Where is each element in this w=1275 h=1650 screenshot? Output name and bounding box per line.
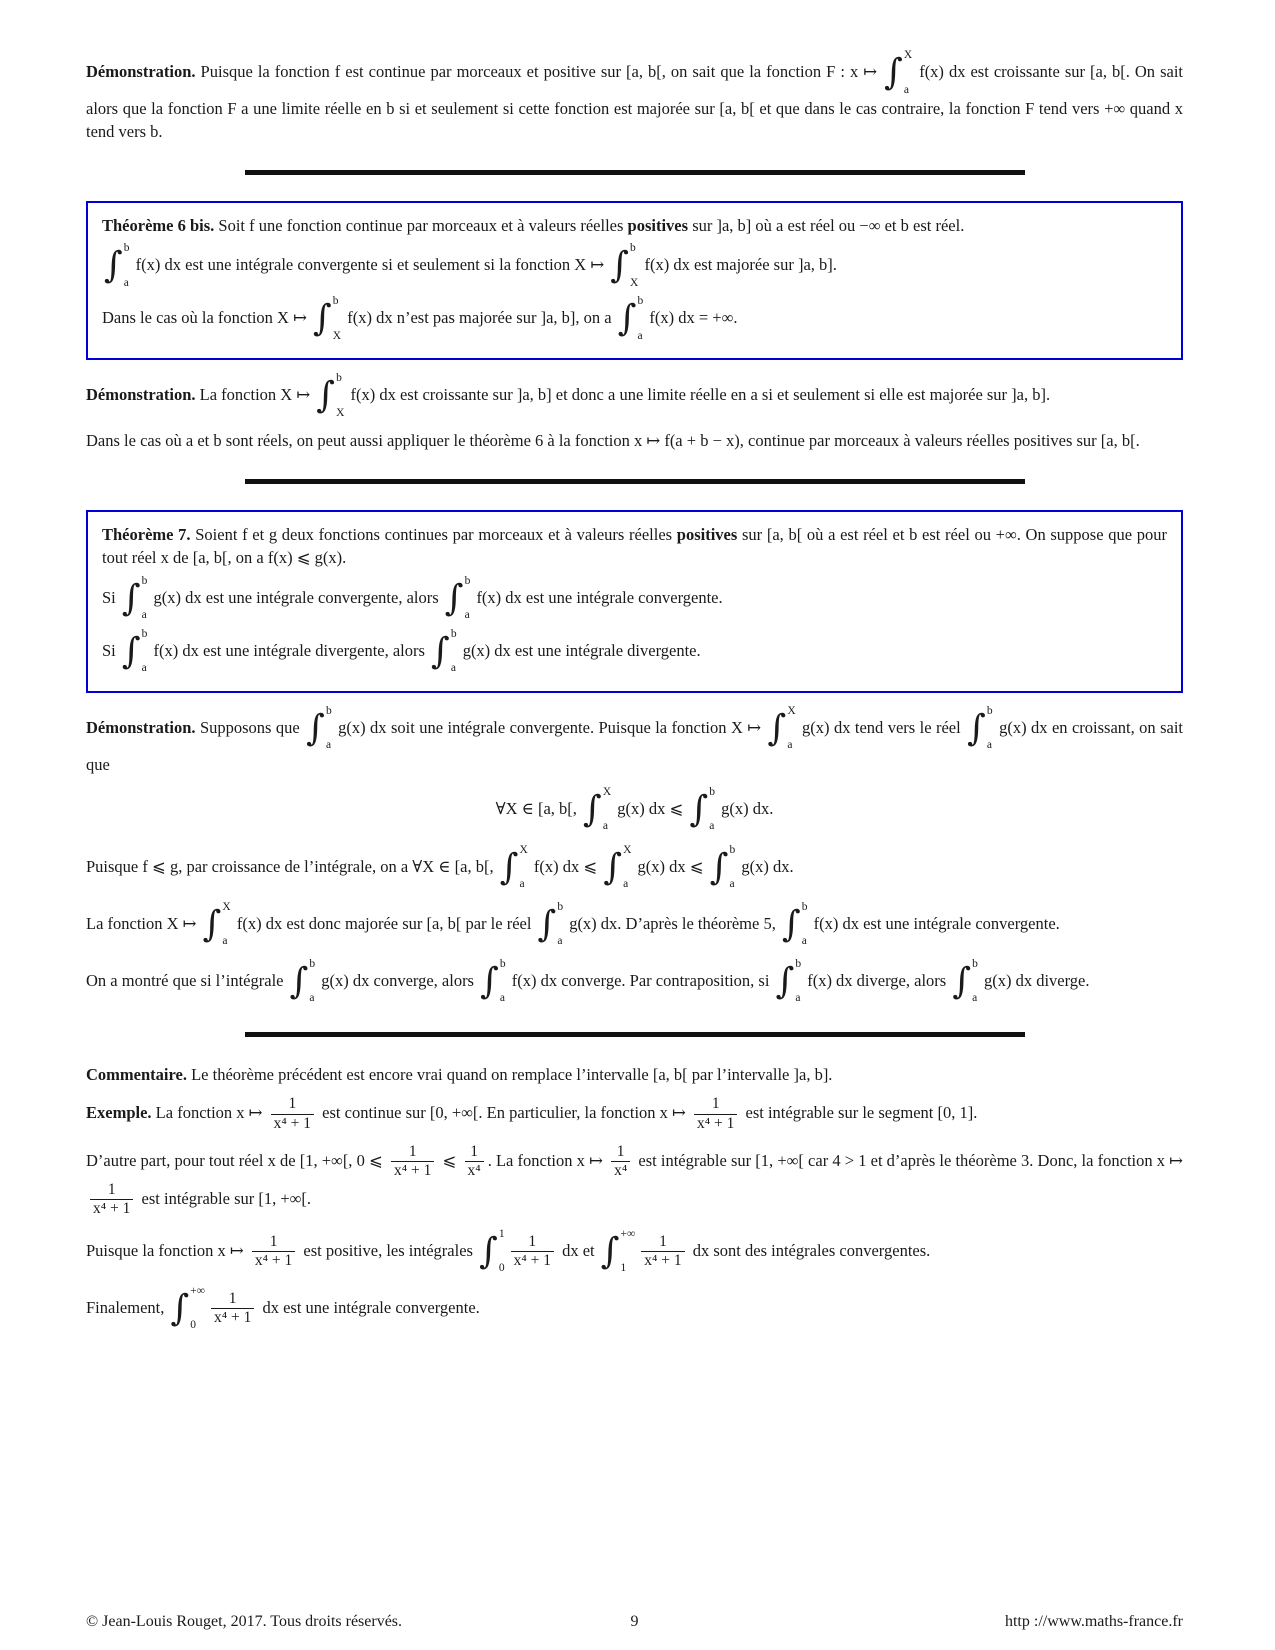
text-run: Le théorème précédent est encore vrai quand on remplace l’intervalle [a, b[ par l’intervalle ]a, b]. <box>186 1064 833 1084</box>
integral-limits <box>730 844 736 892</box>
footer-copyright: © Jean-Louis Rouget, 2017. Tous droits réservés. <box>86 1613 403 1631</box>
integral-limits <box>802 901 808 949</box>
paragraph-4 <box>86 429 1183 452</box>
integral-limits <box>309 958 315 1006</box>
integral-limits <box>972 958 978 1006</box>
text-run: Soit f une fonction continue par morceaux et à valeurs réelles <box>214 215 628 235</box>
integral-upper-limit: b <box>557 900 564 913</box>
text-run: La fonction X ↦ <box>86 913 201 933</box>
text-run: On a montré que si l’intégrale <box>86 970 288 990</box>
theorem-box-6 <box>86 510 1183 693</box>
integral-sign: ∫ <box>884 52 903 94</box>
integral-upper-limit: b <box>450 627 457 640</box>
integral-sign: ∫ <box>479 1231 498 1273</box>
fraction <box>90 1181 133 1219</box>
integral-symbol <box>290 958 316 1006</box>
text-run: f(x) dx est croissante sur ]a, b] et donc a une limite réelle en a si et seulement si elle est majorée sur ]a, b]. <box>346 385 1051 405</box>
integral-symbol <box>538 901 564 949</box>
text-run: D’autre part, pour tout réel x de [1, +∞[, 0 ⩽ <box>86 1150 387 1170</box>
integral-limits <box>142 575 148 623</box>
integral-symbol <box>884 49 912 97</box>
text-run: Puisque f ⩽ g, par croissance de l’intégrale, on a ∀X ∈ [a, b[, <box>86 856 498 876</box>
text-run: dx est une intégrale convergente. <box>258 1297 480 1317</box>
integral-limits <box>465 575 471 623</box>
integral-sign: ∫ <box>583 789 602 831</box>
bold-text-run: Théorème 7. <box>102 524 191 544</box>
centered-equation-8 <box>86 786 1183 834</box>
integral-sign: ∫ <box>121 630 141 672</box>
integral-upper-limit: b <box>801 900 808 913</box>
integral-upper-limit: +∞ <box>620 1227 636 1240</box>
fraction-numerator: 1 <box>408 1142 417 1160</box>
fraction-denominator: x⁴ <box>465 1161 484 1181</box>
integral-sign: ∫ <box>767 707 787 749</box>
text-run: est intégrable sur le segment [0, 1]. <box>741 1103 978 1123</box>
bold-text-run: Théorème 6 bis. <box>102 215 215 235</box>
text-run: g(x) dx ⩽ <box>613 798 688 818</box>
integral-lower-limit: a <box>972 992 978 1005</box>
integral-upper-limit: X <box>519 843 528 856</box>
integral-upper-limit: b <box>709 785 715 798</box>
integral-upper-limit: b <box>123 242 130 255</box>
fraction-denominator: x⁴ + 1 <box>641 1251 684 1271</box>
integral-lower-limit: a <box>519 878 525 891</box>
text-run: g(x) dx converge, alors <box>317 970 479 990</box>
paragraph-17 <box>86 1285 1183 1333</box>
text-run: g(x) dx est une intégrale divergente. <box>458 640 701 660</box>
integral-symbol <box>603 844 631 892</box>
integral-limits <box>222 901 230 949</box>
text-run: Si <box>102 640 120 660</box>
integral-limits <box>499 1228 505 1276</box>
text-run: g(x) dx tend vers le réel <box>797 717 966 737</box>
fraction-numerator: 1 <box>269 1232 278 1250</box>
theorem-box-2-paragraph-0 <box>102 214 1167 237</box>
integral-sign: ∫ <box>775 961 795 1003</box>
integral-sign: ∫ <box>537 904 557 946</box>
text-run: f(x) dx n’est pas majorée sur ]a, b], on a <box>343 308 616 328</box>
integral-sign: ∫ <box>610 245 630 287</box>
text-run: Dans le cas où la fonction X ↦ <box>102 308 312 328</box>
bold-text-run: Démonstration. <box>86 61 196 81</box>
text-run: ⩽ <box>438 1150 461 1170</box>
integral-limits <box>142 628 148 676</box>
integral-lower-limit: a <box>602 820 608 833</box>
text-run: Supposons que <box>195 717 305 737</box>
paragraph-15 <box>86 1143 1183 1219</box>
fraction <box>211 1290 254 1328</box>
integral-symbol <box>689 786 715 834</box>
integral-upper-limit: b <box>986 704 993 717</box>
theorem-box-2 <box>86 201 1183 360</box>
fraction <box>391 1143 434 1181</box>
fraction-denominator: x⁴ + 1 <box>694 1114 737 1134</box>
integral-sign: ∫ <box>306 707 325 749</box>
integral-symbol <box>710 844 736 892</box>
section-divider-5 <box>245 479 1025 484</box>
integral-symbol <box>583 786 611 834</box>
integral-symbol <box>313 295 341 343</box>
text-run: f(x) dx est donc majorée sur [a, b[ par le réel <box>232 913 536 933</box>
theorem-box-6-paragraph-0 <box>102 523 1167 570</box>
text-run: est intégrable sur [1, +∞[ car 4 > 1 et d’après le théorème 3. Donc, la fonction x ↦ <box>634 1150 1183 1170</box>
integral-upper-limit: b <box>795 957 802 970</box>
integral-lower-limit: a <box>141 609 147 622</box>
text-run: g(x) dx. D’après le théorème 5, <box>565 913 780 933</box>
text-run: f(x) dx est croissante sur [a, b[. On sait alors que la fonction F a une limite réelle en b si et seulement si cette fonction est majorée sur [a, b[ et que dans le cas contraire, la fonction F tend vers +∞ quand x tend vers b. <box>86 61 1183 142</box>
text-run: est continue sur [0, +∞[. En particulier, la fonction x ↦ <box>318 1103 690 1123</box>
integral-sign: ∫ <box>499 847 519 889</box>
document-content <box>86 40 1183 1611</box>
paragraph-10 <box>86 901 1183 949</box>
integral-upper-limit: b <box>309 957 316 970</box>
integral-symbol <box>104 242 130 290</box>
bold-text-run: Commentaire. <box>86 1064 187 1084</box>
integral-limits <box>333 295 341 343</box>
integral-limits <box>787 705 795 753</box>
text-run: sur [a, b[ où a est réel et b est réel ou +∞. On suppose que pour tout réel x de [a, b[, on a f(x) ⩽ g(x). <box>102 524 1167 568</box>
integral-sign: ∫ <box>121 577 141 619</box>
integral-upper-limit: b <box>141 574 148 587</box>
fraction-numerator: 1 <box>288 1095 297 1113</box>
integral-lower-limit: X <box>630 276 639 289</box>
page-footer <box>86 1611 1183 1634</box>
integral-upper-limit: 1 <box>498 1227 505 1240</box>
integral-sign: ∫ <box>480 961 499 1003</box>
integral-lower-limit: a <box>141 662 147 675</box>
integral-upper-limit: b <box>499 957 506 970</box>
integral-upper-limit: X <box>787 704 796 717</box>
text-run: g(x) dx. <box>737 856 794 876</box>
paragraph-11 <box>86 958 1183 1006</box>
paragraph-0 <box>86 49 1183 144</box>
integral-lower-limit: a <box>986 739 993 752</box>
text-run: Si <box>102 587 120 607</box>
text-run: f(x) dx ⩽ <box>529 856 602 876</box>
integral-limits <box>519 844 527 892</box>
integral-upper-limit: X <box>903 49 913 61</box>
text-run: f(x) dx est une intégrale convergente. <box>472 587 723 607</box>
integral-sign: ∫ <box>603 847 623 889</box>
text-run: . La fonction x ↦ <box>487 1150 608 1170</box>
text-run: f(x) dx = +∞. <box>645 308 738 328</box>
fraction-numerator: 1 <box>470 1142 478 1160</box>
integral-symbol <box>316 372 344 420</box>
fraction-numerator: 1 <box>228 1289 237 1307</box>
text-run: ∀X ∈ [a, b[, <box>495 798 582 818</box>
text-run: Soient f et g deux fonctions continues par morceaux et à valeurs réelles <box>190 524 677 544</box>
integral-upper-limit: b <box>332 295 339 308</box>
theorem-box-2-paragraph-1 <box>102 242 1167 290</box>
integral-lower-limit: a <box>709 820 715 833</box>
text-run: est positive, les intégrales <box>299 1240 478 1260</box>
section-divider-1 <box>245 170 1025 175</box>
text-run: g(x) dx soit une intégrale convergente. Puisque la fonction X ↦ <box>333 717 766 737</box>
integral-upper-limit: X <box>623 843 632 856</box>
paragraph-7 <box>86 705 1183 776</box>
theorem-box-6-paragraph-2 <box>102 628 1167 676</box>
integral-sign: ∫ <box>289 961 309 1003</box>
text-run: est intégrable sur [1, +∞[. <box>137 1188 312 1208</box>
fraction-denominator: x⁴ + 1 <box>391 1161 434 1181</box>
integral-sign: ∫ <box>617 298 637 340</box>
integral-upper-limit: b <box>729 843 736 856</box>
text-run: g(x) dx ⩽ <box>633 856 708 876</box>
fraction-numerator: 1 <box>107 1180 116 1198</box>
fraction-denominator: x⁴ + 1 <box>90 1199 133 1219</box>
integral-limits <box>630 242 638 290</box>
paragraph-16 <box>86 1228 1183 1276</box>
integral-limits <box>451 628 457 676</box>
footer-url: http ://www.maths-france.fr <box>1004 1613 1183 1631</box>
integral-upper-limit: b <box>336 372 342 385</box>
integral-limits <box>987 705 993 753</box>
integral-limits <box>557 901 563 949</box>
integral-symbol <box>610 242 638 290</box>
integral-sign: ∫ <box>170 1288 190 1330</box>
integral-lower-limit: a <box>309 992 315 1005</box>
integral-sign: ∫ <box>316 375 336 417</box>
text-run: f(x) dx est une intégrale convergente. <box>809 913 1060 933</box>
integral-lower-limit: X <box>336 406 345 419</box>
fraction <box>694 1095 737 1133</box>
fraction-numerator: 1 <box>616 1142 625 1160</box>
text-run: f(x) dx converge. Par contraposition, si <box>507 970 774 990</box>
integral-limits <box>904 49 912 97</box>
integral-upper-limit: b <box>141 627 148 640</box>
integral-symbol <box>480 958 506 1006</box>
integral-sign: ∫ <box>431 630 450 672</box>
integral-sign: ∫ <box>600 1231 620 1273</box>
integral-upper-limit: X <box>602 785 612 798</box>
fraction <box>252 1233 295 1271</box>
integral-symbol <box>618 295 644 343</box>
integral-symbol <box>601 1228 635 1276</box>
integral-lower-limit: 0 <box>498 1262 505 1275</box>
integral-sign: ∫ <box>313 298 332 340</box>
integral-limits <box>124 242 130 290</box>
text-run: f(x) dx est majorée sur ]a, b]. <box>640 255 837 275</box>
fraction <box>465 1143 484 1181</box>
integral-sign: ∫ <box>689 789 709 831</box>
paragraph-9 <box>86 844 1183 892</box>
fraction <box>271 1095 314 1133</box>
integral-sign: ∫ <box>952 961 972 1003</box>
text-run: dx sont des intégrales convergentes. <box>688 1240 931 1260</box>
integral-lower-limit: a <box>222 935 228 948</box>
integral-limits <box>638 295 644 343</box>
integral-lower-limit: a <box>801 935 807 948</box>
bold-text-run: positives <box>676 524 738 544</box>
fraction <box>611 1143 630 1181</box>
integral-sign: ∫ <box>967 707 986 749</box>
integral-lower-limit: a <box>729 878 735 891</box>
integral-sign: ∫ <box>444 577 464 619</box>
fraction-numerator: 1 <box>659 1232 667 1250</box>
integral-sign: ∫ <box>709 847 729 889</box>
integral-symbol <box>306 705 332 753</box>
integral-limits <box>336 372 344 420</box>
bold-text-run: Démonstration. <box>86 385 196 405</box>
text-run: g(x) dx diverge. <box>979 970 1090 990</box>
integral-lower-limit: a <box>450 662 456 675</box>
integral-limits <box>190 1285 205 1333</box>
integral-symbol <box>170 1285 204 1333</box>
integral-upper-limit: b <box>637 295 644 308</box>
integral-symbol <box>782 901 808 949</box>
integral-upper-limit: +∞ <box>190 1284 205 1297</box>
text-run: Dans le cas où a et b sont réels, on peut aussi appliquer le théorème 6 à la fonction x ↦ f(a + b − x), continue par morceaux à valeurs réelles positives sur [a, b[. <box>86 431 1140 451</box>
fraction-denominator: x⁴ + 1 <box>271 1114 314 1134</box>
integral-upper-limit: b <box>325 704 332 717</box>
integral-upper-limit: b <box>630 242 636 255</box>
integral-lower-limit: a <box>325 739 332 752</box>
integral-symbol <box>122 575 148 623</box>
integral-symbol <box>203 901 231 949</box>
integral-limits <box>709 786 715 834</box>
integral-sign: ∫ <box>781 904 801 946</box>
theorem-box-2-paragraph-2 <box>102 295 1167 343</box>
integral-lower-limit: a <box>464 609 470 622</box>
fraction-denominator: x⁴ + 1 <box>511 1251 554 1271</box>
integral-lower-limit: 1 <box>620 1262 627 1275</box>
integral-upper-limit: b <box>464 574 471 587</box>
integral-upper-limit: X <box>222 900 231 913</box>
bold-text-run: Démonstration. <box>86 717 196 737</box>
integral-sign: ∫ <box>202 904 222 946</box>
integral-limits <box>603 786 611 834</box>
integral-symbol <box>445 575 471 623</box>
text-run: Puisque la fonction x ↦ <box>86 1240 248 1260</box>
paragraph-13 <box>86 1063 1183 1086</box>
theorem-box-6-paragraph-1 <box>102 575 1167 623</box>
fraction-denominator: x⁴ <box>611 1161 630 1181</box>
integral-lower-limit: a <box>623 878 629 891</box>
fraction-numerator: 1 <box>711 1095 720 1113</box>
integral-lower-limit: a <box>795 992 801 1005</box>
integral-lower-limit: 0 <box>190 1319 196 1332</box>
integral-limits <box>621 1228 636 1276</box>
integral-limits <box>326 705 332 753</box>
integral-sign: ∫ <box>104 245 123 287</box>
bold-text-run: positives <box>627 215 689 235</box>
text-run: g(x) dx est une intégrale convergente, alors <box>149 587 443 607</box>
integral-symbol <box>479 1228 505 1276</box>
fraction-denominator: x⁴ + 1 <box>252 1251 295 1271</box>
section-divider-12 <box>245 1032 1025 1037</box>
text-run: Puisque la fonction f est continue par morceaux et positive sur [a, b[, on sait que la fonction F : x ↦ <box>195 61 883 81</box>
integral-symbol <box>967 705 993 753</box>
integral-limits <box>500 958 506 1006</box>
integral-lower-limit: a <box>787 739 793 752</box>
text-run: f(x) dx est une intégrale convergente si et seulement si la fonction X ↦ <box>131 255 609 275</box>
integral-symbol <box>952 958 978 1006</box>
integral-symbol <box>431 628 457 676</box>
text-run: La fonction x ↦ <box>151 1103 267 1123</box>
integral-symbol <box>768 705 796 753</box>
text-run: sur ]a, b] où a est réel ou −∞ et b est réel. <box>688 215 965 235</box>
fraction <box>641 1233 684 1271</box>
integral-symbol <box>776 958 802 1006</box>
integral-limits <box>795 958 801 1006</box>
integral-limits <box>623 844 631 892</box>
integral-lower-limit: a <box>499 992 505 1005</box>
text-run: La fonction X ↦ <box>195 385 315 405</box>
fraction-numerator: 1 <box>528 1232 537 1250</box>
integral-lower-limit: a <box>123 276 129 289</box>
page-number: 9 <box>630 1613 639 1631</box>
text-run: Finalement, <box>86 1297 169 1317</box>
integral-upper-limit: b <box>972 957 978 970</box>
bold-text-run: Exemple. <box>86 1103 152 1123</box>
text-run: dx et <box>557 1240 599 1260</box>
integral-lower-limit: X <box>332 329 342 342</box>
integral-lower-limit: a <box>637 329 643 342</box>
fraction <box>511 1233 554 1271</box>
text-run: g(x) dx en croissant, on sait que <box>86 717 1183 774</box>
integral-symbol <box>122 628 148 676</box>
integral-symbol <box>500 844 528 892</box>
paragraph-14 <box>86 1095 1183 1133</box>
integral-lower-limit: a <box>557 935 563 948</box>
text-run: f(x) dx diverge, alors <box>803 970 951 990</box>
integral-lower-limit: a <box>903 83 909 96</box>
text-run: f(x) dx est une intégrale divergente, alors <box>149 640 430 660</box>
fraction-denominator: x⁴ + 1 <box>211 1308 254 1328</box>
paragraph-3 <box>86 372 1183 420</box>
text-run: g(x) dx. <box>716 798 774 818</box>
